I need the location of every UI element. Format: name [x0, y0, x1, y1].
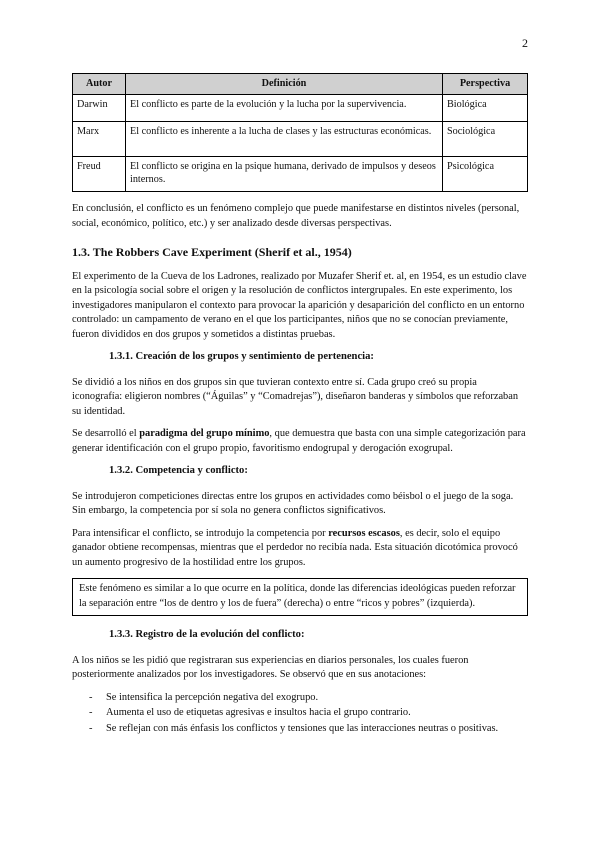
perspective-cell: Sociológica — [443, 122, 528, 157]
subsection-heading-2: 1.3.2. Competencia y conflicto: — [109, 465, 248, 476]
section-intro-paragraph: El experimento de la Cueva de los Ladrones, realizado por Muzafer Sherif et. al, en 1954, es un estudio clave en la psicología social sobre el origen y la resolución de conflictos intergrupales. En este experimento, los investigadores manipularon el contexto para provocar la aparición y desaparición del conflicto en un entorno controlado: un campamento de verano en el que los participantes, niños que no se conocían previamente, fueron divididos en dos grupos y sometidos a distintas pruebas. — [72, 270, 527, 340]
politics-note-box: Este fenómeno es similar a lo que ocurre en la política, donde las diferencias ideológicas pueden reforzar la separación entre “los de dentro y los de fuera” (derecha) o entre “ricos y pobres” (izquierda). — [72, 578, 528, 616]
author-cell: Marx — [73, 122, 126, 157]
bold-term: recursos escasos — [328, 527, 400, 539]
text-span: Se desarrolló el — [72, 428, 140, 439]
observations-list — [72, 691, 528, 737]
definition-cell: El conflicto es parte de la evolución y la lucha por la supervivencia. — [126, 95, 443, 122]
subsection-heading-3: 1.3.3. Registro de la evolución del conflicto: — [109, 629, 305, 640]
header-author: Autor — [73, 74, 126, 95]
list-item — [72, 691, 528, 706]
header-perspective: Perspectiva — [443, 74, 528, 95]
list-item-text: Se reflejan con más énfasis los conflictos y tensiones que las interacciones neutras o positivas. — [106, 722, 499, 734]
author-cell: Freud — [73, 157, 126, 192]
competition-paragraph: Se introdujeron competiciones directas entre los grupos en actividades como béisbol o el juego de la soga. Sin embargo, la competencia por sí sola no genera conflictos significativos. — [72, 490, 514, 516]
bullet-dash: - — [89, 722, 93, 734]
text-span: , es decir, solo el equipo ganador obtiene recompensas, mientras que el perdedor no recibía nada. Esta situación dicotómica provocó un aumento progresivo de la hostilidad entre los grupos. — [72, 527, 518, 568]
author-cell: Darwin — [73, 95, 126, 122]
scarce-resources-paragraph — [72, 527, 528, 571]
minimal-group-paragraph — [72, 427, 528, 456]
definition-cell: El conflicto se origina en la psique humana, derivado de impulsos y deseos internos. — [126, 157, 443, 192]
table-header-row — [73, 74, 528, 95]
page-number: 2 — [522, 36, 528, 50]
bullet-dash: - — [89, 707, 93, 718]
header-definition: Definición — [126, 74, 443, 95]
table-row — [73, 122, 528, 157]
diaries-paragraph: A los niños se les pidió que registraran sus experiencias en diarios personales, los cuales fueron posteriormente analizados por los investigadores. Se observó que en sus anotaciones: — [72, 654, 469, 680]
table-row — [73, 157, 528, 192]
list-item — [72, 706, 528, 721]
bullet-dash: - — [89, 691, 93, 703]
text-span: , que demuestra que basta con una simple categorización para generar identificación con el grupo propio, favoritismo endogrupal y derogación exogrupal. — [72, 428, 526, 454]
list-item-text: Se intensifica la percepción negativa del exogrupo. — [106, 691, 319, 703]
document-body — [72, 73, 528, 737]
text-span: Para intensificar el conflicto, se introdujo la competencia por — [72, 527, 329, 539]
perspective-cell: Biológica — [443, 95, 528, 122]
definition-cell: El conflicto es inherente a la lucha de clases y las estructuras económicas. — [126, 122, 443, 157]
conclusion-paragraph: En conclusión, el conflicto es un fenómeno complejo que puede manifestarse en distintos niveles (personal, social, económico, político, etc.) y ser analizado desde diversas perspectivas. — [72, 203, 520, 229]
list-item-text: Aumenta el uso de etiquetas agresivas e insultos hacia el grupo contrario. — [106, 707, 411, 718]
definitions-table — [72, 73, 528, 192]
table-row — [73, 95, 528, 122]
section-heading: 1.3. The Robbers Cave Experiment (Sherif et al., 1954) — [72, 245, 352, 259]
list-item — [72, 722, 528, 737]
groups-paragraph: Se dividió a los niños en dos grupos sin que tuvieran contexto entre sí. Cada grupo creó su propia iconografía: eligieron nombres (“Águilas” y “Comadrejas”), diseñaron banderas y símbolos que reforzaban su identidad. — [72, 376, 519, 417]
bold-term: paradigma del grupo mínimo — [139, 428, 270, 439]
perspective-cell: Psicológica — [443, 157, 528, 192]
subsection-heading-1: 1.3.1. Creación de los grupos y sentimiento de pertenencia: — [109, 351, 374, 362]
